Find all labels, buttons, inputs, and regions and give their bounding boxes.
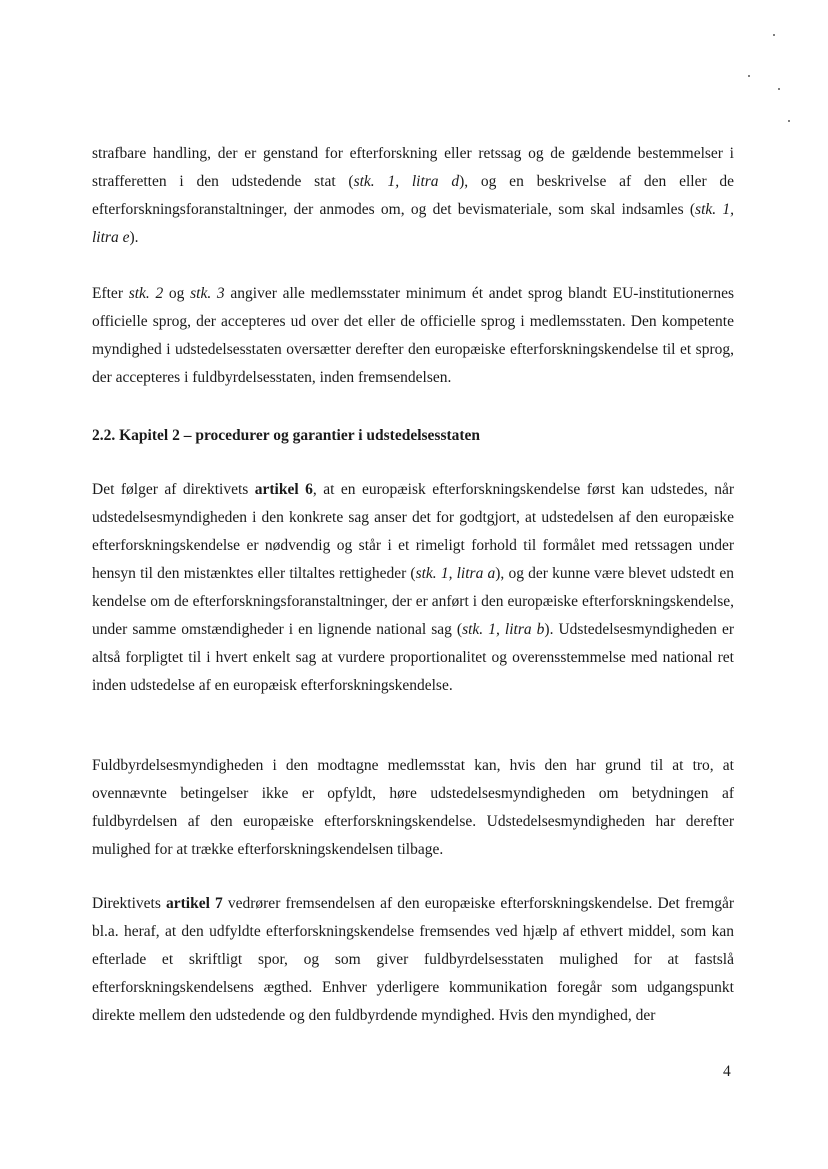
paragraph-1: [92, 140, 734, 252]
paragraph-3: [92, 476, 734, 700]
article-reference: artikel 6: [254, 481, 313, 498]
text-run: Direktivets: [92, 895, 166, 912]
text-run: Efter: [92, 285, 129, 302]
text-run: , at en europæisk efterforskningskendelse først kan udstedes, når udstedelsesmyndigheden i den konkrete sag anser det for godtgjort, at udstedelsen af den europæiske efterforskningskendelse er nødvendig og står i et rimeligt forhold til formålet med retssagen under hensyn til den mistænktes eller tiltaltes rettigheder (: [92, 481, 735, 582]
legal-reference: stk. 1, litra d: [353, 173, 460, 190]
article-reference: artikel 7: [165, 895, 223, 912]
text-run: ). Udstedelsesmyndigheden er altså forpligtet til i hvert enkelt sag at vurdere proportionalitet og overensstemmelse med national ret inden udstedelse af en europæisk efterforskningskendelse.: [92, 621, 734, 694]
text-run: vedrører fremsendelsen af den europæiske efterforskningskendelse. Det fremgår bl.a. heraf, at den udfyldte efterforskningskendelse fremsendes ved hjælp af ethvert middel, som kan efterlade et skriftligt spor, og som giver fuldbyrdelsesstaten mulighed for at fastslå efterforskningskendelsens ægthed. Enhver yderligere kommunikation foregår som udgangspunkt direkte mellem den udstedende og den fuldbyrdende myndighed. Hvis den myndighed, der: [92, 895, 734, 1024]
legal-reference: stk. 3: [190, 285, 225, 302]
legal-reference: stk. 1, litra e: [92, 201, 735, 246]
legal-reference: stk. 2: [128, 285, 164, 302]
text-run: ), og der kunne være blevet udstedt en kendelse om de efterforskningsforanstaltninger, der er anført i den europæiske efterforskningskendelse, under samme omstændigheder i en lignende national sag (: [92, 565, 735, 638]
legal-reference: stk. 1, litra a: [415, 565, 496, 582]
scan-speck: [778, 88, 780, 90]
text-run: angiver alle medlemsstater minimum ét andet sprog blandt EU-institutionernes officielle sprog, der accepteres ud over det eller de officielle sprog i medlemsstaten. Den kompetente myndighed i udstedelsesstaten oversætter derefter den europæiske efterforskningskendelse til et sprog, der accepteres i fuldbyrdelsesstaten, inden fremsendelsen.: [92, 285, 734, 386]
text-run: ).: [129, 229, 139, 246]
paragraph-5: [92, 890, 734, 1030]
page-number: 4: [723, 1063, 731, 1080]
scan-speck: [748, 75, 750, 77]
section-heading: 2.2. Kapitel 2 – procedurer og garantier i udstedelsesstaten: [92, 427, 481, 444]
text-run: strafbare handling, der er genstand for efterforskning eller retssag og de gældende bestemmelser i strafferetten i den udstedende stat (: [92, 145, 734, 190]
text-run: Det følger af direktivets: [92, 481, 255, 498]
paragraph-4: Fuldbyrdelsesmyndigheden i den modtagne medlemsstat kan, hvis den har grund til at tro, at ovennævnte betingelser ikke er opfyldt, høre udstedelsesmyndigheden om betydningen af fuldbyrdelsen af den europæiske efterforskningskendelse. Udstedelsesmyndigheden har derefter mulighed for at trække efterforskningskendelsen tilbage.: [92, 757, 734, 858]
text-run: og: [163, 285, 191, 302]
text-run: ), og en beskrivelse af den eller de efterforskningsforanstaltninger, der anmodes om, og det bevismateriale, som skal indsamles (: [92, 173, 735, 218]
legal-reference: stk. 1, litra b: [462, 621, 545, 638]
scan-speck: [788, 120, 790, 122]
paragraph-2: [92, 280, 734, 392]
scan-speck: [773, 34, 775, 36]
